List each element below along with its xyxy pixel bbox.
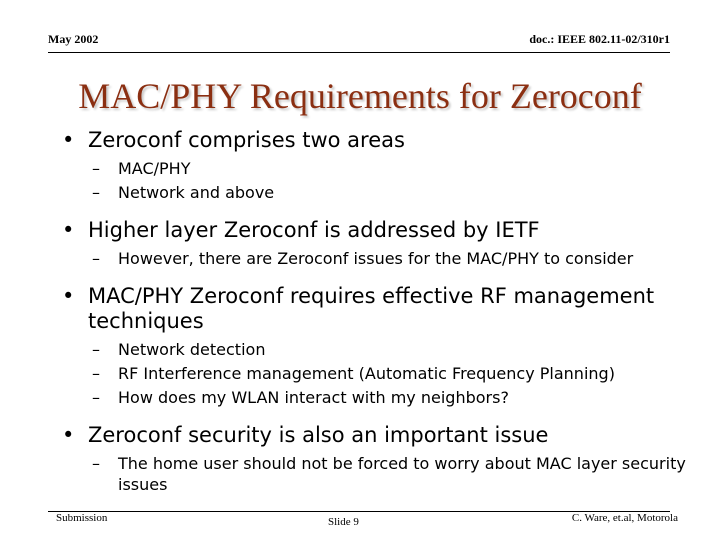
footer-author: C. Ware, et.al, Motorola [571, 512, 678, 524]
sub-bullet-item [60, 363, 700, 384]
bullet-text: Zeroconf security is also an important issue [88, 423, 549, 447]
sub-bullet-item [60, 182, 700, 203]
sub-bullet-dash: – [92, 454, 100, 473]
slide-body [60, 128, 700, 498]
sub-bullet-item [60, 158, 700, 179]
sub-bullet-list [60, 339, 700, 408]
bullet-dot: • [62, 284, 75, 308]
sub-bullet-text: However, there are Zeroconf issues for the MAC/PHY to consider [118, 249, 634, 268]
sub-bullet-item [60, 387, 700, 408]
bullet-item [60, 284, 700, 334]
sub-bullet-text: How does my WLAN interact with my neighbors? [118, 388, 509, 407]
bullet-dot: • [62, 218, 75, 242]
sub-bullet-dash: – [92, 183, 100, 202]
bullet-text: MAC/PHY Zeroconf requires effective RF management techniques [88, 284, 655, 333]
footer-slide-number: Slide 9 [328, 516, 359, 528]
header-doc-id: doc.: IEEE 802.11-02/310r1 [529, 32, 670, 46]
sub-bullet-text: Network and above [118, 183, 275, 202]
header-rule [48, 52, 670, 53]
sub-bullet-text: MAC/PHY [118, 159, 191, 178]
bullet-item [60, 218, 700, 243]
sub-bullet-dash: – [92, 249, 100, 268]
sub-bullet-item [60, 339, 700, 360]
bullet-dot: • [62, 128, 75, 152]
sub-bullet-text: The home user should not be forced to worry about MAC layer security issues [118, 454, 686, 494]
sub-bullet-list [60, 453, 700, 495]
sub-bullet-list [60, 248, 700, 269]
bullet-item [60, 423, 700, 448]
sub-bullet-dash: – [92, 159, 100, 178]
bullet-text: Higher layer Zeroconf is addressed by IETF [88, 218, 540, 242]
sub-bullet-dash: – [92, 340, 100, 359]
header-date: May 2002 [48, 32, 99, 46]
footer-submission: Submission [56, 512, 108, 524]
slide-title: MAC/PHY Requirements for Zeroconf [78, 76, 642, 116]
sub-bullet-item [60, 248, 700, 269]
bullet-text: Zeroconf comprises two areas [88, 128, 405, 152]
sub-bullet-dash: – [92, 388, 100, 407]
sub-bullet-text: Network detection [118, 340, 266, 359]
sub-bullet-dash: – [92, 364, 100, 383]
sub-bullet-list [60, 158, 700, 203]
bullet-item [60, 128, 700, 153]
bullet-dot: • [62, 423, 75, 447]
sub-bullet-item [60, 453, 700, 495]
sub-bullet-text: RF Interference management (Automatic Frequency Planning) [118, 364, 615, 383]
